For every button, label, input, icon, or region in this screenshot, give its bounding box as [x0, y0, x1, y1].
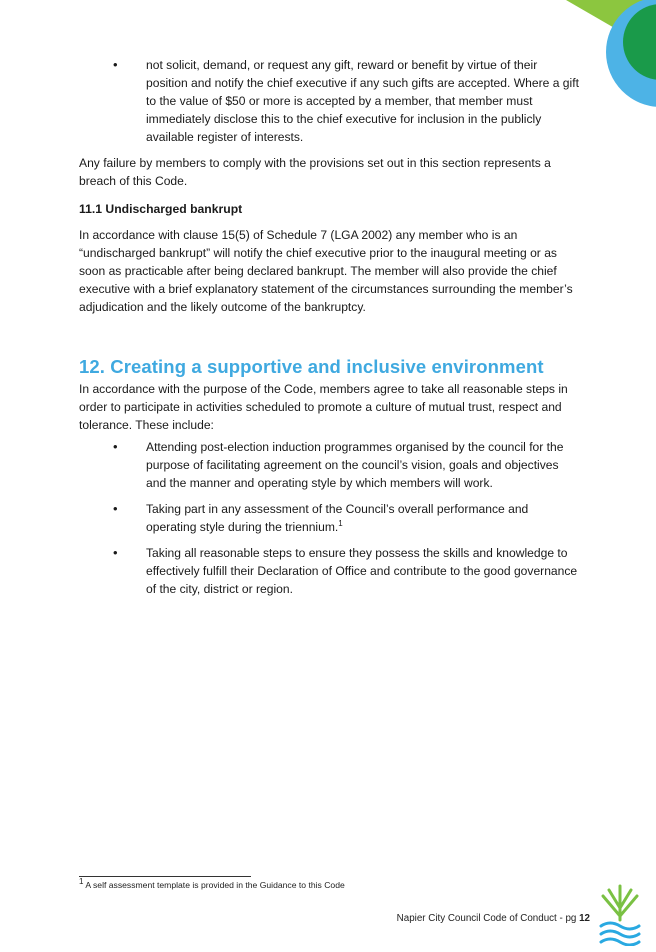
footnote-divider — [79, 876, 251, 877]
section-12-bullet-list — [79, 438, 579, 598]
bullet-icon: • — [113, 545, 118, 560]
list-item — [79, 500, 579, 536]
footnote-marker: 1 — [79, 877, 84, 887]
page-content — [79, 56, 579, 606]
footnote-text: A self assessment template is provided in the Guidance to this Code — [83, 880, 345, 890]
footnote — [79, 877, 345, 890]
list-item — [79, 438, 579, 492]
list-item — [79, 56, 579, 146]
breach-paragraph: Any failure by members to comply with the provisions set out in this section represents a breach of this Code. — [79, 156, 551, 188]
footnote-reference[interactable]: 1 — [338, 518, 343, 528]
section-12-intro: In accordance with the purpose of the Code, members agree to take all reasonable steps in order to participate in activities scheduled to promote a culture of mutual trust, respect and tolerance. These include: — [79, 382, 568, 432]
section-12-heading: 12. Creating a supportive and inclusive environment — [79, 356, 544, 377]
list-item-text: Attending post-election induction programmes organised by the council for the purpose of facilitating agreement on the council’s vision, goals and objectives and the manner and operating style by which members will work. — [146, 440, 564, 490]
list-item-text: Taking all reasonable steps to ensure they possess the skills and knowledge to effectively fulfill their Declaration of Office and contribute to the good governance of the city, district or region. — [146, 546, 578, 596]
bullet-icon: • — [113, 501, 118, 516]
footer-label: Napier City Council Code of Conduct - pg — [396, 913, 580, 924]
page-footer — [397, 913, 590, 924]
list-item — [79, 544, 579, 598]
list-item-text: not solicit, demand, or request any gift, reward or benefit by virtue of their position and notify the chief executive if any such gifts are accepted. Where a gift to the value of $50 or more is accepted by a member, that member must immediately disclose this to the chief executive for inclusion in the publicly available register of interests. — [146, 58, 579, 144]
bankrupt-paragraph: In accordance with clause 15(5) of Schedule 7 (LGA 2002) any member who is an “undischarged bankrupt” will notify the chief executive prior to the inaugural meeting or as soon as practicable after being declared bankrupt. The member will also provide the chief executive with a brief explanatory statement of the circumstances surrounding the member’s adjudication and the likely outcome of the bankruptcy. — [79, 228, 573, 314]
bullet-icon: • — [113, 439, 118, 454]
subsection-heading: 11.1 Undischarged bankrupt — [79, 202, 243, 216]
top-bullet-list — [79, 56, 579, 146]
bullet-icon: • — [113, 57, 118, 72]
council-logo-icon — [597, 880, 643, 946]
list-item-text: Taking part in any assessment of the Council’s overall performance and operating style during the triennium. — [146, 502, 529, 534]
page-number: 12 — [579, 913, 590, 924]
